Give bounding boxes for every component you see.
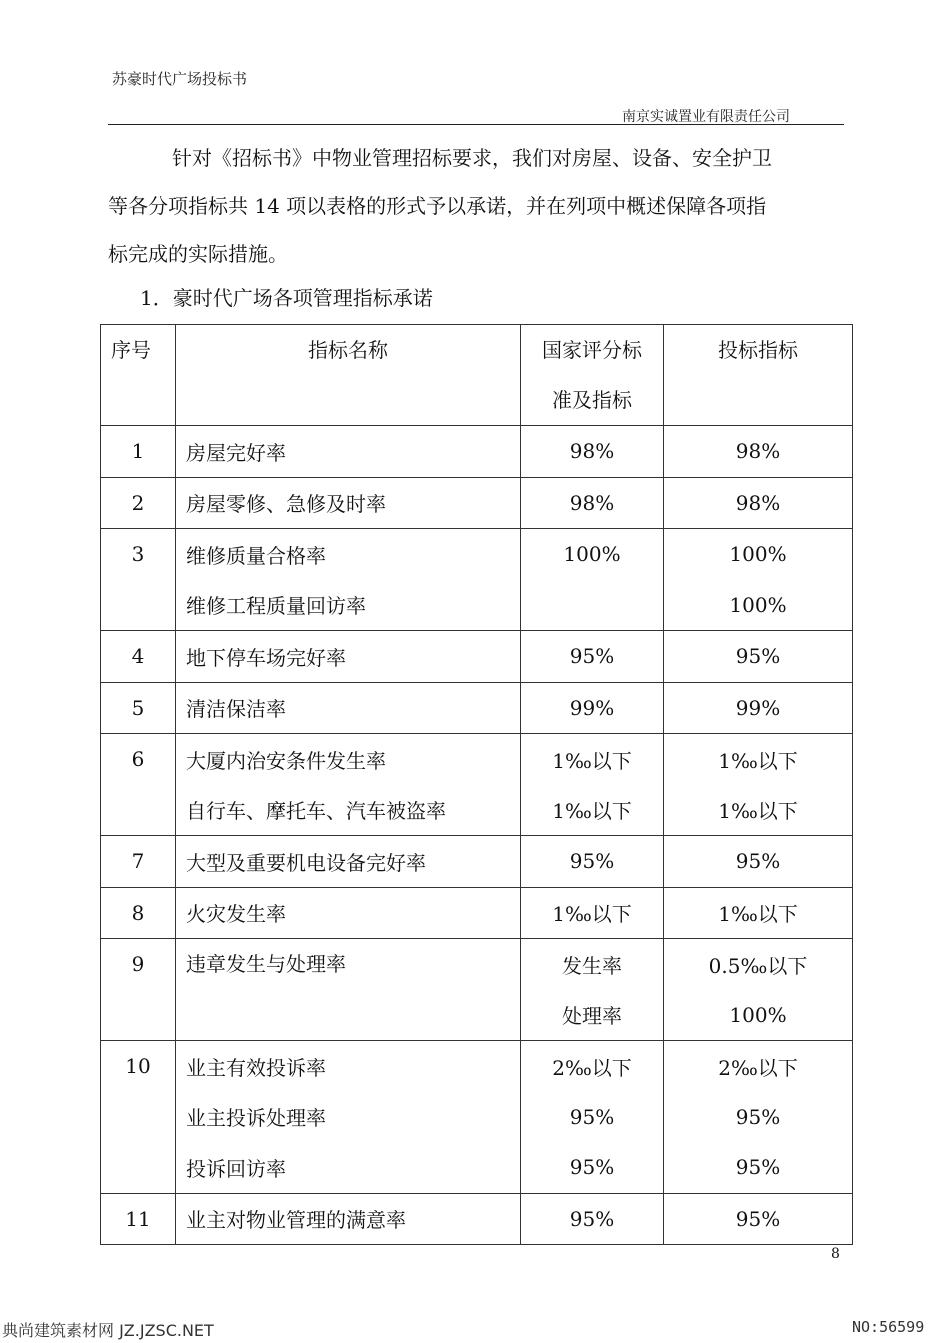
- row-bid: 100%: [664, 990, 853, 1041]
- row-name: 投诉回访率: [176, 1142, 521, 1193]
- table-row: [101, 939, 853, 990]
- header-name: 指标名称: [176, 325, 521, 426]
- row-bid: 1‰以下: [664, 785, 853, 836]
- row-national: 1‰以下: [521, 785, 664, 836]
- section-title: 1．豪时代广场各项管理指标承诺: [140, 286, 433, 310]
- page-number: 8: [831, 1246, 840, 1262]
- row-national: 98%: [521, 426, 664, 478]
- row-national: 1‰以下: [521, 734, 664, 785]
- table-row: [101, 682, 853, 734]
- watermark-site: 典尚建筑素材网 JZ.JZSC.NET: [2, 1321, 214, 1340]
- row-bid: 1‰以下: [664, 734, 853, 785]
- header-bid: 投标指标: [664, 325, 853, 426]
- row-bid: 95%: [664, 1142, 853, 1193]
- row-bid: 99%: [664, 682, 853, 734]
- row-seq: 7: [101, 836, 176, 888]
- row-seq: 5: [101, 682, 176, 734]
- header-national-line1: 国家评分标: [542, 338, 642, 362]
- row-national: 95%: [521, 1092, 664, 1143]
- row-seq: 3: [101, 529, 176, 631]
- table-row: [101, 785, 853, 836]
- table-row: [101, 1092, 853, 1143]
- table-row: [101, 477, 853, 529]
- row-seq: 1: [101, 426, 176, 478]
- row-seq: 4: [101, 631, 176, 683]
- row-bid: 95%: [664, 631, 853, 683]
- table-row: [101, 1193, 853, 1245]
- row-name: 大型及重要机电设备完好率: [176, 836, 521, 888]
- row-seq: 11: [101, 1193, 176, 1245]
- row-bid: 0.5‰以下: [664, 939, 853, 990]
- table-row: [101, 836, 853, 888]
- running-header-company: 南京实诚置业有限责任公司: [622, 109, 790, 125]
- row-national: 发生率: [521, 939, 664, 990]
- row-name: 房屋零修、急修及时率: [176, 477, 521, 529]
- watermark-id: NO:56599: [852, 1318, 925, 1336]
- table-row: [101, 529, 853, 580]
- row-name: 业主对物业管理的满意率: [176, 1193, 521, 1245]
- row-bid: 1‰以下: [664, 887, 853, 939]
- table-row: [101, 1041, 853, 1092]
- running-header-title: 苏豪时代广场投标书: [112, 70, 248, 88]
- table-row: [101, 580, 853, 631]
- row-national: 95%: [521, 1142, 664, 1193]
- row-seq: 2: [101, 477, 176, 529]
- row-seq: 10: [101, 1041, 176, 1194]
- row-name: 火灾发生率: [176, 887, 521, 939]
- row-bid: 95%: [664, 1193, 853, 1245]
- header-seq: 序号: [101, 325, 176, 426]
- row-national: 95%: [521, 836, 664, 888]
- row-name: 业主有效投诉率: [176, 1041, 521, 1092]
- row-name: 房屋完好率: [176, 426, 521, 478]
- intro-line-2: 等各分项指标共 14 项以表格的形式予以承诺，并在列项中概述保障各项指: [108, 194, 767, 218]
- row-name: 业主投诉处理率: [176, 1092, 521, 1143]
- row-national: 95%: [521, 631, 664, 683]
- row-bid: 100%: [664, 529, 853, 580]
- row-seq: 6: [101, 734, 176, 836]
- header-national-line2: 准及指标: [552, 388, 632, 412]
- row-bid: 98%: [664, 426, 853, 478]
- row-bid: 2‰以下: [664, 1041, 853, 1092]
- intro-line-3: 标完成的实际措施。: [108, 242, 288, 266]
- row-bid: 95%: [664, 836, 853, 888]
- row-name: 清洁保洁率: [176, 682, 521, 734]
- header-national: [521, 325, 664, 426]
- header-rule: [108, 124, 844, 125]
- intro-paragraph: [108, 134, 844, 278]
- table-row: [101, 887, 853, 939]
- table-row: [101, 734, 853, 785]
- row-seq: 9: [101, 939, 176, 1041]
- row-national: 98%: [521, 477, 664, 529]
- table-header-row: [101, 325, 853, 426]
- row-bid: 100%: [664, 580, 853, 631]
- row-bid: 95%: [664, 1092, 853, 1143]
- row-name: 维修质量合格率: [176, 529, 521, 580]
- intro-line-1: 针对《招标书》中物业管理招标要求，我们对房屋、设备、安全护卫: [172, 146, 772, 170]
- row-bid: 98%: [664, 477, 853, 529]
- table-row: [101, 631, 853, 683]
- row-name: 违章发生与处理率: [176, 939, 521, 1041]
- table-row: [101, 426, 853, 478]
- row-national: 处理率: [521, 990, 664, 1041]
- row-seq: 8: [101, 887, 176, 939]
- row-national: 1‰以下: [521, 887, 664, 939]
- row-national: 99%: [521, 682, 664, 734]
- row-national: 2‰以下: [521, 1041, 664, 1092]
- row-name: 地下停车场完好率: [176, 631, 521, 683]
- row-name: 自行车、摩托车、汽车被盗率: [176, 785, 521, 836]
- metrics-table: [100, 324, 853, 1245]
- row-national: 100%: [521, 529, 664, 580]
- table-row: [101, 1142, 853, 1193]
- row-name: 大厦内治安条件发生率: [176, 734, 521, 785]
- row-national: [521, 580, 664, 631]
- row-name: 维修工程质量回访率: [176, 580, 521, 631]
- row-national: 95%: [521, 1193, 664, 1245]
